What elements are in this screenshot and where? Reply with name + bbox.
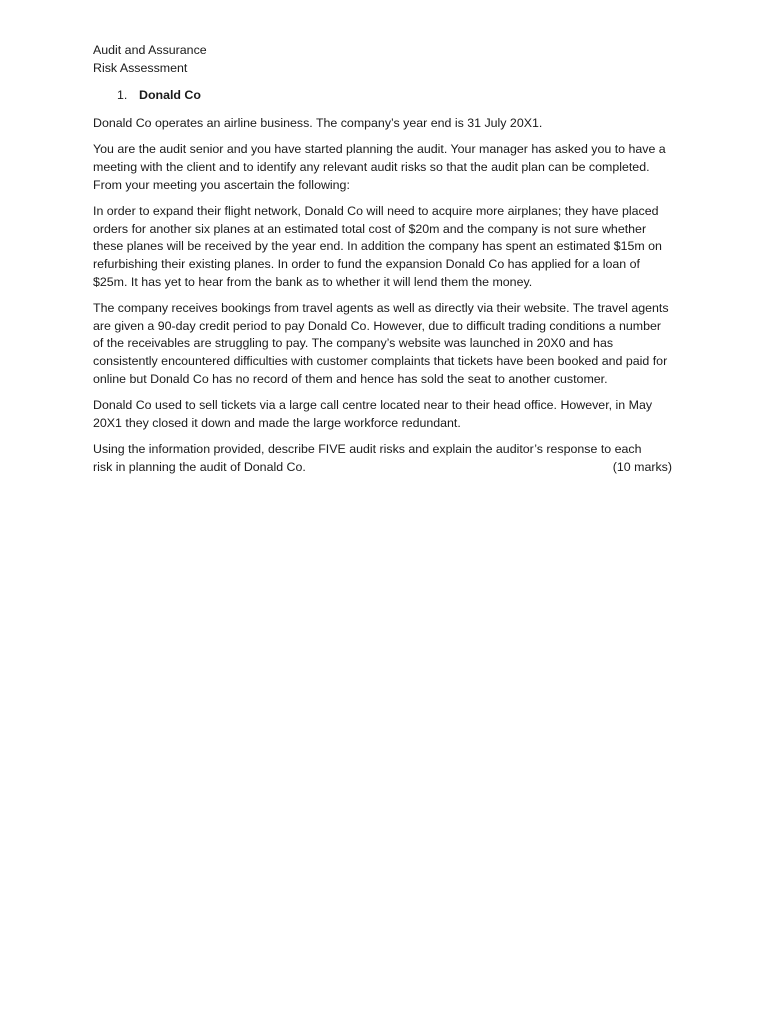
requirement-paragraph	[93, 441, 673, 476]
paragraph-fleet-expansion: In order to expand their flight network, Donald Co will need to acquire more airplanes; they have placed orders for another six planes at an estimated total cost of $20m and the company is not sure whether these planes will be received by the year end. In addition the company has spent an estimated $15m on refurbishing their existing planes. In order to fund the expansion Donald Co has applied for a loan of $25m. It has yet to hear from the bank as to whether it will lend them the money.	[93, 204, 662, 289]
requirement-line-2: risk in planning the audit of Donald Co.	[93, 459, 306, 474]
section-title: Risk Assessment	[93, 60, 188, 75]
question-title: Donald Co	[139, 88, 201, 103]
paragraph-call-centre-closure: Donald Co used to sell tickets via a large call centre located near to their head office. However, in May 20X1 they closed it down and made the large workforce redundant.	[93, 398, 653, 430]
paragraph-audit-planning: You are the audit senior and you have started planning the audit. Your manager has asked you to have a meeting with the client and to identify any relevant audit risks so that the audit plan can be completed. From your meeting you ascertain the following:	[93, 142, 666, 192]
requirement-line-1: Using the information provided, describe FIVE audit risks and explain the auditor’s response to each	[93, 442, 642, 457]
subject-title: Audit and Assurance	[93, 43, 207, 57]
question-number: 1.	[117, 88, 128, 103]
marks-label: (10 marks)	[612, 459, 672, 474]
question-heading	[93, 87, 673, 105]
requirement-line-2-row	[93, 459, 673, 477]
paragraph-company-overview: Donald Co operates an airline business. The company’s year end is 31 July 20X1.	[93, 115, 543, 130]
paragraph-bookings-and-receivables: The company receives bookings from travel agents as well as directly via their website. The travel agents are given a 90-day credit period to pay Donald Co. However, due to difficult trading conditions a number of the receivables are struggling to pay. The company’s website was launched in 20X0 and has consistently encountered difficulties with customer complaints that tickets have been booked and paid for online but Donald Co has no record of them and hence has sold the seat to another customer.	[93, 301, 669, 386]
document-content	[93, 42, 673, 476]
